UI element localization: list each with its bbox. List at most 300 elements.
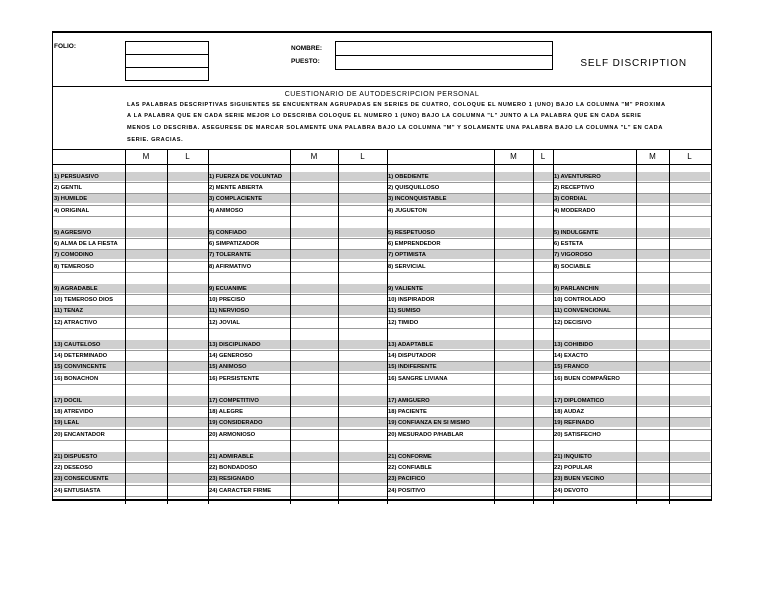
adjective-item: 15) FRANCO	[554, 364, 589, 371]
answer-cell-m[interactable]	[494, 452, 533, 463]
answer-cell-m[interactable]	[125, 250, 167, 261]
answer-cell-l[interactable]	[338, 407, 387, 418]
adjective-item: 14) EXACTO	[554, 353, 589, 360]
answer-cell-l[interactable]	[533, 463, 553, 474]
adjective-item: 22) DESEOSO	[54, 465, 93, 472]
adjective-item: 2) GENTIL	[54, 185, 83, 192]
column-divider	[533, 149, 534, 504]
column-l-header-1: L	[185, 152, 190, 161]
adjective-item: 21) CONFORME	[388, 454, 432, 460]
adjective-item: 7) TOLERANTE	[209, 252, 252, 259]
answer-cell-m[interactable]	[125, 396, 167, 407]
answer-cell-m[interactable]	[290, 284, 338, 295]
answer-cell-l[interactable]	[533, 362, 553, 373]
folio-field-3[interactable]	[125, 67, 209, 81]
answer-cell-l[interactable]	[669, 430, 710, 441]
adjective-item: 8) TEMEROSO	[54, 263, 94, 270]
column-m-header-1: M	[142, 152, 150, 161]
adjective-item: 2) MENTE ABIERTA	[209, 185, 263, 192]
adjective-item: 15) CONVINCENTE	[54, 364, 107, 371]
answer-cell-m[interactable]	[494, 463, 533, 474]
answer-cell-l[interactable]	[669, 452, 710, 463]
answer-cell-l[interactable]	[338, 183, 387, 194]
answer-cell-m[interactable]	[125, 418, 167, 429]
answer-cell-l[interactable]	[669, 418, 710, 429]
grid-header-line	[53, 164, 711, 165]
answer-cell-l[interactable]	[338, 295, 387, 306]
answer-cell-m[interactable]	[494, 306, 533, 317]
answer-cell-l[interactable]	[669, 486, 710, 497]
answer-cell-l[interactable]	[669, 194, 710, 205]
answer-cell-m[interactable]	[290, 262, 338, 273]
answer-cell-m[interactable]	[494, 318, 533, 329]
answer-cell-m[interactable]	[125, 474, 167, 485]
adjective-item: 1) FUERZA DE VOLUNTAD	[209, 174, 283, 180]
answer-cell-l[interactable]	[533, 351, 553, 362]
answer-cell-l[interactable]	[167, 407, 208, 418]
adjective-item: 8) SOCIABLE	[554, 263, 591, 270]
adjective-item: 23) RESIGNADO	[209, 476, 255, 483]
answer-cell-l[interactable]	[338, 362, 387, 373]
answer-cell-l[interactable]	[533, 430, 553, 441]
puesto-label: PUESTO:	[291, 58, 320, 65]
adjective-item: 23) CONSECUENTE	[54, 476, 109, 483]
adjective-item: 11) NERVIOSO	[209, 308, 250, 315]
adjective-item: 12) ATRACTIVO	[54, 319, 98, 326]
answer-cell-l[interactable]	[669, 183, 710, 194]
adjective-item: 3) HUMILDE	[54, 196, 88, 203]
answer-cell-l[interactable]	[533, 262, 553, 273]
column-m-header-2: M	[310, 152, 318, 161]
answer-cell-l[interactable]	[338, 250, 387, 261]
answer-cell-l[interactable]	[167, 340, 208, 351]
adjective-item: 5) RESPETUOSO	[388, 230, 436, 236]
answer-cell-m[interactable]	[494, 486, 533, 497]
adjective-item: 24) POSITIVO	[388, 487, 426, 494]
adjective-item: 6) ALMA DE LA FIESTA	[54, 241, 118, 248]
adjective-item: 6) EMPRENDEDOR	[388, 241, 441, 248]
answer-cell-l[interactable]	[167, 463, 208, 474]
answer-cell-m[interactable]	[494, 262, 533, 273]
answer-cell-l[interactable]	[167, 318, 208, 329]
answer-cell-l[interactable]	[533, 239, 553, 250]
answer-cell-l[interactable]	[167, 430, 208, 441]
answer-cell-m[interactable]	[290, 407, 338, 418]
answer-cell-m[interactable]	[636, 318, 669, 329]
instruction-line-2: A LA PALABRA QUE EN CADA SERIE MEJOR LO DESCRIBA COLOQUE EL NUMERO 1 (UNO) BAJO LA COLUMNA "L" JUNTO A LA PALABRA QUE EN CADA SERIE	[127, 113, 642, 119]
answer-cell-l[interactable]	[533, 396, 553, 407]
adjective-item: 11) TENAZ	[54, 308, 83, 315]
answer-cell-l[interactable]	[338, 318, 387, 329]
answer-cell-l[interactable]	[338, 351, 387, 362]
answer-cell-m[interactable]	[494, 374, 533, 385]
adjective-item: 2) QUISQUILLOSO	[388, 185, 440, 192]
answer-cell-l[interactable]	[167, 250, 208, 261]
answer-cell-l[interactable]	[167, 295, 208, 306]
answer-cell-l[interactable]	[533, 474, 553, 485]
answer-cell-m[interactable]	[290, 452, 338, 463]
answer-cell-l[interactable]	[533, 250, 553, 261]
answer-cell-m[interactable]	[290, 463, 338, 474]
answer-cell-m[interactable]	[636, 474, 669, 485]
answer-cell-m[interactable]	[636, 463, 669, 474]
answer-cell-m[interactable]	[125, 340, 167, 351]
answer-cell-m[interactable]	[290, 194, 338, 205]
answer-cell-m[interactable]	[636, 284, 669, 295]
instruction-line-4: SERIE. GRACIAS.	[127, 137, 184, 143]
adjective-item: 13) DISCIPLINADO	[209, 342, 261, 348]
answer-cell-m[interactable]	[494, 284, 533, 295]
adjective-item: 12) DECISIVO	[554, 319, 592, 326]
answer-cell-l[interactable]	[533, 407, 553, 418]
adjective-item: 15) INDIFERENTE	[388, 364, 437, 371]
answer-cell-l[interactable]	[669, 306, 710, 317]
answer-cell-m[interactable]	[494, 351, 533, 362]
answer-cell-m[interactable]	[125, 306, 167, 317]
answer-cell-m[interactable]	[636, 239, 669, 250]
answer-cell-m[interactable]	[290, 183, 338, 194]
answer-cell-l[interactable]	[533, 318, 553, 329]
answer-cell-l[interactable]	[669, 239, 710, 250]
adjective-item: 4) ANIMOSO	[209, 207, 244, 214]
answer-cell-l[interactable]	[338, 194, 387, 205]
answer-cell-m[interactable]	[494, 474, 533, 485]
answer-cell-m[interactable]	[494, 430, 533, 441]
answer-cell-m[interactable]	[125, 295, 167, 306]
answer-cell-l[interactable]	[338, 306, 387, 317]
answer-cell-m[interactable]	[290, 228, 338, 239]
answer-cell-m[interactable]	[290, 351, 338, 362]
answer-cell-m[interactable]	[125, 194, 167, 205]
answer-cell-l[interactable]	[167, 262, 208, 273]
answer-cell-l[interactable]	[338, 206, 387, 217]
adjective-item: 17) DOCIL	[54, 398, 83, 404]
adjective-item: 10) TEMEROSO DIOS	[54, 297, 113, 304]
answer-cell-m[interactable]	[125, 463, 167, 474]
adjective-item: 16) BONACHON	[54, 375, 99, 382]
answer-cell-l[interactable]	[669, 396, 710, 407]
answer-cell-l[interactable]	[533, 183, 553, 194]
answer-cell-m[interactable]	[494, 295, 533, 306]
answer-cell-l[interactable]	[533, 295, 553, 306]
answer-cell-l[interactable]	[338, 374, 387, 385]
answer-cell-m[interactable]	[636, 295, 669, 306]
answer-cell-m[interactable]	[290, 239, 338, 250]
answer-cell-m[interactable]	[636, 206, 669, 217]
answer-cell-m[interactable]	[125, 183, 167, 194]
answer-cell-l[interactable]	[338, 418, 387, 429]
adjective-item: 16) BUEN COMPAÑERO	[554, 375, 620, 382]
answer-cell-m[interactable]	[290, 418, 338, 429]
answer-cell-l[interactable]	[338, 463, 387, 474]
answer-cell-l[interactable]	[338, 172, 387, 183]
answer-cell-m[interactable]	[125, 284, 167, 295]
column-divider	[125, 149, 126, 504]
answer-cell-l[interactable]	[533, 418, 553, 429]
adjective-item: 18) PACIENTE	[388, 409, 427, 416]
answer-cell-l[interactable]	[167, 374, 208, 385]
adjective-item: 18) ALEGRE	[209, 409, 243, 416]
column-divider	[387, 149, 388, 504]
answer-cell-m[interactable]	[494, 250, 533, 261]
adjective-item: 11) CONVENCIONAL	[554, 308, 611, 315]
answer-cell-m[interactable]	[636, 250, 669, 261]
answer-cell-m[interactable]	[125, 351, 167, 362]
answer-cell-m[interactable]	[125, 362, 167, 373]
answer-cell-l[interactable]	[167, 362, 208, 373]
answer-cell-m[interactable]	[125, 228, 167, 239]
adjective-item: 7) VIGOROSO	[554, 252, 593, 259]
answer-cell-m[interactable]	[290, 474, 338, 485]
answer-cell-m[interactable]	[290, 206, 338, 217]
adjective-item: 4) JUGUETON	[388, 207, 427, 214]
answer-cell-l[interactable]	[533, 374, 553, 385]
folio-label: FOLIO:	[54, 43, 77, 50]
answer-cell-m[interactable]	[290, 374, 338, 385]
answer-cell-l[interactable]	[669, 262, 710, 273]
answer-cell-l[interactable]	[533, 452, 553, 463]
answer-cell-l[interactable]	[167, 183, 208, 194]
adjective-item: 22) CONFIABLE	[388, 465, 432, 472]
answer-cell-l[interactable]	[338, 486, 387, 497]
puesto-field[interactable]	[335, 55, 553, 70]
adjective-item: 15) ANIMOSO	[209, 364, 247, 371]
adjective-item: 20) MESURADO P/HABLAR	[388, 431, 464, 438]
answer-cell-l[interactable]	[669, 351, 710, 362]
answer-cell-l[interactable]	[533, 194, 553, 205]
adjective-item: 24) CARACTER FIRME	[209, 487, 272, 494]
adjective-item: 13) CAUTELOSO	[54, 342, 101, 348]
column-l-header-3: L	[540, 152, 546, 161]
answer-cell-m[interactable]	[636, 396, 669, 407]
answer-cell-m[interactable]	[636, 407, 669, 418]
answer-cell-m[interactable]	[125, 262, 167, 273]
answer-cell-m[interactable]	[494, 362, 533, 373]
answer-cell-l[interactable]	[533, 340, 553, 351]
instruction-line-3: MENOS LO DESCRIBA. ASEGURESE DE MARCAR SOLAMENTE UNA PALABRA BAJO LA COLUMNA "M" Y SOLAMENTE UNA PALABRA BAJO LA COLUMNA "L" EN CADA	[127, 125, 663, 131]
instruction-line-1: LAS PALABRAS DESCRIPTIVAS SIGUIENTES SE ENCUENTRAN AGRUPADAS EN SERIES DE CUATRO, COLOQUE EL NUMERO 1 (UNO) BAJO LA COLUMNA "M" PROXIMA	[127, 102, 666, 108]
answer-cell-m[interactable]	[494, 396, 533, 407]
header-divider	[53, 86, 711, 87]
answer-cell-l[interactable]	[669, 340, 710, 351]
answer-cell-m[interactable]	[494, 228, 533, 239]
adjective-item: 21) ADMIRABLE	[209, 454, 254, 460]
answer-cell-l[interactable]	[338, 430, 387, 441]
adjective-item: 4) ORIGINAL	[54, 207, 90, 214]
form-title: SELF DISCRIPTION	[580, 58, 687, 69]
answer-cell-m[interactable]	[125, 452, 167, 463]
answer-cell-m[interactable]	[636, 340, 669, 351]
answer-cell-m[interactable]	[636, 418, 669, 429]
answer-cell-m[interactable]	[636, 172, 669, 183]
column-divider	[669, 149, 670, 504]
answer-cell-l[interactable]	[338, 396, 387, 407]
answer-cell-m[interactable]	[290, 486, 338, 497]
adjective-item: 24) ENTUSIASTA	[54, 487, 101, 494]
folio-field-1[interactable]	[125, 41, 209, 55]
answer-cell-l[interactable]	[669, 172, 710, 183]
answer-cell-m[interactable]	[636, 262, 669, 273]
adjective-item: 6) SIMPATIZADOR	[209, 241, 260, 248]
adjective-item: 19) LEAL	[54, 420, 80, 427]
answer-cell-l[interactable]	[167, 474, 208, 485]
answer-cell-m[interactable]	[494, 183, 533, 194]
answer-cell-l[interactable]	[167, 239, 208, 250]
answer-cell-l[interactable]	[533, 228, 553, 239]
answer-cell-l[interactable]	[338, 340, 387, 351]
answer-cell-m[interactable]	[636, 228, 669, 239]
answer-cell-m[interactable]	[636, 430, 669, 441]
answer-cell-l[interactable]	[533, 206, 553, 217]
answer-cell-m[interactable]	[125, 374, 167, 385]
answer-cell-m[interactable]	[636, 452, 669, 463]
adjective-item: 5) AGRESIVO	[54, 230, 92, 236]
answer-cell-m[interactable]	[636, 486, 669, 497]
answer-cell-l[interactable]	[669, 250, 710, 261]
column-divider	[167, 149, 168, 504]
answer-cell-m[interactable]	[636, 362, 669, 373]
answer-cell-m[interactable]	[494, 418, 533, 429]
answer-cell-l[interactable]	[533, 306, 553, 317]
questionnaire-title: CUESTIONARIO DE AUTODESCRIPCION PERSONAL	[284, 91, 480, 98]
nombre-field[interactable]	[335, 41, 553, 56]
answer-cell-l[interactable]	[669, 474, 710, 485]
adjective-item: 17) AMIGUERO	[388, 398, 430, 404]
adjective-item: 9) VALIENTE	[388, 286, 423, 292]
answer-cell-m[interactable]	[494, 340, 533, 351]
adjective-item: 12) TIMIDO	[388, 319, 419, 326]
adjective-item: 9) PARLANCHIN	[554, 286, 599, 292]
adjective-item: 8) AFIRMATIVO	[209, 263, 252, 270]
answer-cell-l[interactable]	[167, 396, 208, 407]
answer-cell-l[interactable]	[338, 239, 387, 250]
answer-cell-l[interactable]	[669, 318, 710, 329]
column-l-header-4: L	[687, 152, 692, 161]
adjective-item: 20) ENCANTADOR	[54, 431, 105, 438]
adjective-item: 11) SUMISO	[388, 308, 421, 315]
answer-cell-m[interactable]	[494, 206, 533, 217]
answer-cell-l[interactable]	[167, 284, 208, 295]
adjective-item: 19) CONFIANZA EN SI MISMO	[388, 420, 470, 427]
adjective-item: 16) PERSISTENTE	[209, 375, 260, 382]
answer-cell-l[interactable]	[167, 172, 208, 183]
adjective-item: 23) BUEN VECINO	[554, 476, 605, 483]
answer-cell-m[interactable]	[636, 374, 669, 385]
answer-cell-l[interactable]	[167, 418, 208, 429]
adjective-item: 21) DISPUESTO	[54, 454, 98, 460]
answer-cell-m[interactable]	[290, 396, 338, 407]
answer-cell-m[interactable]	[636, 306, 669, 317]
answer-cell-l[interactable]	[167, 228, 208, 239]
answer-cell-l[interactable]	[669, 362, 710, 373]
answer-cell-l[interactable]	[167, 452, 208, 463]
adjective-item: 8) SERVICIAL	[388, 263, 426, 270]
adjective-item: 3) COMPLACIENTE	[209, 196, 263, 203]
adjective-item: 10) CONTROLADO	[554, 297, 606, 304]
adjective-item: 23) PACIFICO	[388, 476, 426, 483]
answer-cell-l[interactable]	[338, 228, 387, 239]
answer-cell-l[interactable]	[533, 172, 553, 183]
folio-field-2[interactable]	[125, 54, 209, 68]
column-divider	[290, 149, 291, 504]
answer-cell-l[interactable]	[669, 284, 710, 295]
answer-cell-m[interactable]	[125, 172, 167, 183]
answer-cell-l[interactable]	[669, 374, 710, 385]
answer-cell-m[interactable]	[125, 206, 167, 217]
answer-cell-l[interactable]	[669, 206, 710, 217]
adjective-item: 19) REFINADO	[554, 420, 595, 427]
answer-cell-m[interactable]	[125, 486, 167, 497]
answer-cell-m[interactable]	[494, 172, 533, 183]
answer-cell-m[interactable]	[290, 362, 338, 373]
answer-cell-l[interactable]	[338, 262, 387, 273]
answer-cell-l[interactable]	[338, 452, 387, 463]
answer-cell-m[interactable]	[125, 407, 167, 418]
answer-cell-m[interactable]	[636, 194, 669, 205]
answer-cell-l[interactable]	[669, 295, 710, 306]
adjective-item: 16) SANGRE LIVIANA	[388, 375, 448, 382]
answer-cell-m[interactable]	[125, 239, 167, 250]
adjective-item: 20) SATISFECHO	[554, 431, 601, 438]
answer-cell-m[interactable]	[290, 295, 338, 306]
answer-cell-l[interactable]	[167, 306, 208, 317]
adjective-item: 20) ARMONIOSO	[209, 431, 256, 438]
adjective-item: 13) COHIBIDO	[554, 342, 593, 348]
answer-cell-m[interactable]	[290, 250, 338, 261]
column-divider	[494, 149, 495, 504]
adjective-item: 3) INCONQUISTABLE	[388, 196, 447, 203]
answer-cell-m[interactable]	[290, 306, 338, 317]
answer-cell-l[interactable]	[167, 351, 208, 362]
adjective-item: 14) DETERMINADO	[54, 353, 108, 360]
answer-cell-l[interactable]	[533, 284, 553, 295]
answer-cell-m[interactable]	[290, 340, 338, 351]
answer-cell-l[interactable]	[338, 474, 387, 485]
answer-cell-l[interactable]	[669, 463, 710, 474]
answer-cell-m[interactable]	[290, 318, 338, 329]
answer-cell-m[interactable]	[290, 430, 338, 441]
answer-cell-m[interactable]	[290, 172, 338, 183]
adjective-item: 18) AUDAZ	[554, 409, 585, 416]
adjective-item: 19) CONSIDERADO	[209, 420, 263, 427]
adjective-item: 17) DIPLOMATICO	[554, 398, 605, 404]
adjective-item: 6) ESTETA	[554, 241, 584, 248]
column-divider	[636, 149, 637, 504]
answer-cell-m[interactable]	[494, 194, 533, 205]
answer-cell-l[interactable]	[167, 194, 208, 205]
answer-cell-l[interactable]	[167, 206, 208, 217]
adjective-item: 12) JOVIAL	[209, 319, 240, 326]
answer-cell-m[interactable]	[636, 183, 669, 194]
answer-cell-l[interactable]	[533, 486, 553, 497]
answer-cell-l[interactable]	[167, 486, 208, 497]
answer-cell-m[interactable]	[125, 430, 167, 441]
answer-cell-m[interactable]	[494, 239, 533, 250]
adjective-item: 9) AGRADABLE	[54, 286, 98, 292]
column-divider	[553, 149, 554, 504]
adjective-item: 3) CORDIAL	[554, 196, 588, 203]
answer-cell-m[interactable]	[494, 407, 533, 418]
answer-cell-l[interactable]	[338, 284, 387, 295]
adjective-item: 22) POPULAR	[554, 465, 593, 472]
adjective-item: 1) OBEDIENTE	[388, 174, 429, 180]
column-l-header-2: L	[360, 152, 365, 161]
answer-cell-l[interactable]	[669, 407, 710, 418]
answer-cell-m[interactable]	[125, 318, 167, 329]
answer-cell-l[interactable]	[669, 228, 710, 239]
adjective-item: 1) AVENTURERO	[554, 174, 601, 180]
answer-cell-m[interactable]	[636, 351, 669, 362]
